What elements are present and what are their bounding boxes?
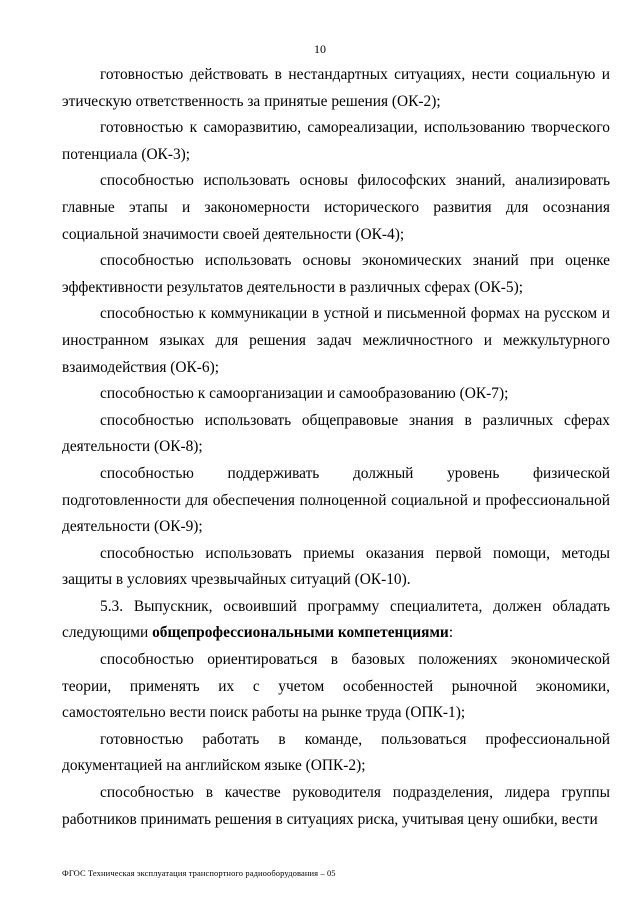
section-5-3-text: 5.3. Выпускник, освоивший программу специалитета, должен обладать следующими (62, 597, 610, 642)
paragraph-opk-1: способностью ориентироваться в базовых положениях экономической теории, применять их с учетом особенностей рыночной экономики, самостоятельно вести поиск работы на рынке труда (ОПК-1); (62, 651, 610, 722)
paragraph-ok-3: готовностью к саморазвитию, самореализации, использованию творческого потенциала (ОК-3); (62, 119, 610, 163)
paragraph-ok-7: способностью к самоорганизации и самообразованию (ОК-7); (100, 385, 509, 403)
footer-text: ФГОС Техническая эксплуатация транспортного радиооборудования – 05 (62, 868, 336, 878)
paragraph-opk-2: готовностью работать в команде, пользоваться профессиональной документацией на английском языке (ОПК-2); (62, 730, 610, 775)
paragraph-opk-3-partial: способностью в качестве руководителя подразделения, лидера группы работников принимать решения в ситуациях риска, учитывая цену ошибки, вести (62, 784, 610, 828)
document-body (62, 62, 610, 833)
paragraph-ok-6: способностью к коммуникации в устной и письменной формах на русском и иностранном языках для решения задач межличностного и межкультурного взаимодействия (ОК-6); (62, 305, 610, 376)
section-5-3-paragraph (62, 594, 610, 647)
page-number: 10 (314, 42, 326, 56)
paragraph-ok-2: готовностью действовать в нестандартных ситуациях, нести социальную и этическую ответственность за принятые решения (ОК-2); (62, 66, 610, 110)
paragraph-ok-8: способностью использовать общеправовые знания в различных сферах деятельности (ОК-8); (62, 411, 610, 456)
paragraph-ok-5: способностью использовать основы экономических знаний при оценке эффективности результатов деятельности в различных сферах (ОК-5); (62, 252, 610, 296)
section-5-3-bold-term: общепрофессиональными компетенциями (152, 624, 449, 642)
paragraph-ok-9: способностью поддерживать должный уровень физической подготовленности для обеспечения полноценной социальной и профессиональной деятельности (ОК-9); (62, 464, 610, 536)
paragraph-ok-10: способностью использовать приемы оказания первой помощи, методы защиты в условиях чрезвычайных ситуаций (ОК-10). (62, 544, 610, 589)
paragraph-ok-4: способностью использовать основы философских знаний, анализировать главные этапы и закономерности исторического развития для осознания социальной значимости своей деятельности (ОК-4); (62, 172, 610, 243)
section-5-3-colon: : (448, 624, 454, 642)
